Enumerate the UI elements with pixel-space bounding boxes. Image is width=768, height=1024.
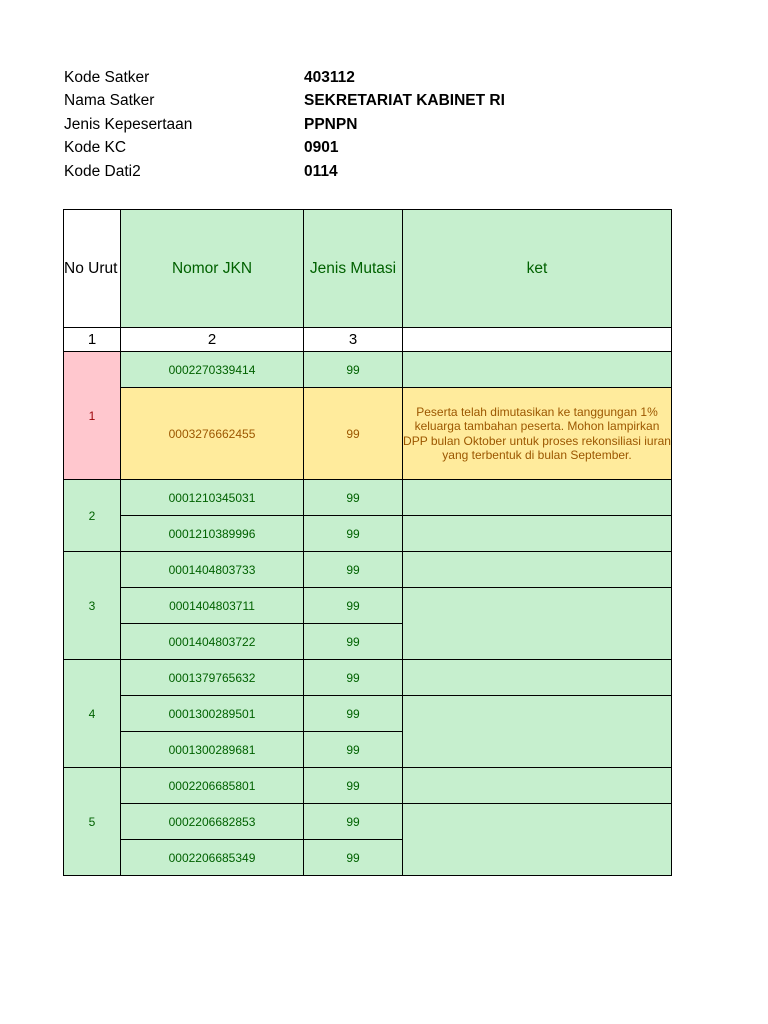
column-index: 2 <box>121 328 304 352</box>
table-row <box>64 480 672 516</box>
info-label: Nama Satker <box>64 92 155 110</box>
ket-cell <box>403 480 672 516</box>
jenis-mutasi-cell: 99 <box>304 480 403 516</box>
ket-cell <box>403 588 672 660</box>
nomor-jkn-cell: 0003276662455 <box>121 388 304 480</box>
table-row <box>64 552 672 588</box>
nomor-jkn-cell: 0001404803733 <box>121 552 304 588</box>
info-label: Kode Satker <box>64 69 150 86</box>
ket-cell <box>403 516 672 552</box>
nomor-jkn-cell: 0001300289681 <box>121 732 304 768</box>
ket-cell <box>403 696 672 768</box>
info-value: SEKRETARIAT KABINET RI <box>304 92 505 110</box>
info-label: Jenis Kepesertaan <box>64 115 193 133</box>
jenis-mutasi-cell: 99 <box>304 768 403 804</box>
nomor-jkn-cell: 0001379765632 <box>121 660 304 696</box>
header-nomor-jkn: Nomor JKN <box>121 210 304 328</box>
jenis-mutasi-cell: 99 <box>304 552 403 588</box>
info-label: Kode Dati2 <box>64 162 141 180</box>
header-jenis-mutasi: Jenis Mutasi <box>304 210 403 328</box>
ket-cell <box>403 352 672 388</box>
table-row <box>64 516 672 552</box>
nomor-jkn-cell: 0001404803711 <box>121 588 304 624</box>
info-value: 0114 <box>304 162 338 180</box>
info-value: 0901 <box>304 139 339 157</box>
no-urut-cell: 1 <box>64 352 121 480</box>
no-urut-cell: 3 <box>64 552 121 660</box>
jenis-mutasi-cell: 99 <box>304 624 403 660</box>
column-index-row <box>64 328 672 352</box>
nomor-jkn-cell: 0002206685801 <box>121 768 304 804</box>
table-row <box>64 768 672 804</box>
ket-cell <box>403 768 672 804</box>
header-no-urut: No Urut <box>64 210 121 328</box>
column-index <box>403 328 672 352</box>
nomor-jkn-cell: 0002270339414 <box>121 352 304 388</box>
jenis-mutasi-cell: 99 <box>304 840 403 876</box>
column-index: 3 <box>304 328 403 352</box>
info-value: 403112 <box>304 69 355 86</box>
no-urut-cell: 4 <box>64 660 121 768</box>
no-urut-cell: 5 <box>64 768 121 876</box>
nomor-jkn-cell: 0001300289501 <box>121 696 304 732</box>
jenis-mutasi-cell: 99 <box>304 696 403 732</box>
header-ket: ket <box>403 210 672 328</box>
table-row <box>64 352 672 388</box>
jenis-mutasi-cell: 99 <box>304 732 403 768</box>
ket-cell <box>403 552 672 588</box>
column-index: 1 <box>64 328 121 352</box>
jenis-mutasi-cell: 99 <box>304 804 403 840</box>
table-row <box>64 696 672 732</box>
table-row <box>64 588 672 624</box>
nomor-jkn-cell: 0002206682853 <box>121 804 304 840</box>
nomor-jkn-cell: 0001210345031 <box>121 480 304 516</box>
jenis-mutasi-cell: 99 <box>304 516 403 552</box>
mutasi-table <box>63 209 672 876</box>
ket-note-cell: Peserta telah dimutasikan ke tanggungan 1% keluarga tambahan peserta. Mohon lampirkan DPP bulan Oktober untuk proses rekonsiliasi iuran yang terbentuk di bulan September. <box>403 388 672 480</box>
ket-cell <box>403 804 672 876</box>
nomor-jkn-cell: 0001210389996 <box>121 516 304 552</box>
table-row <box>64 388 672 480</box>
nomor-jkn-cell: 0001404803722 <box>121 624 304 660</box>
header-row <box>64 210 672 328</box>
info-value: PPNPN <box>304 115 358 133</box>
table-row <box>64 660 672 696</box>
jenis-mutasi-cell: 99 <box>304 352 403 388</box>
no-urut-cell: 2 <box>64 480 121 552</box>
jenis-mutasi-cell: 99 <box>304 660 403 696</box>
info-label: Kode KC <box>64 139 127 157</box>
jenis-mutasi-cell: 99 <box>304 388 403 480</box>
table-row <box>64 804 672 840</box>
ket-cell <box>403 660 672 696</box>
nomor-jkn-cell: 0002206685349 <box>121 840 304 876</box>
jenis-mutasi-cell: 99 <box>304 588 403 624</box>
